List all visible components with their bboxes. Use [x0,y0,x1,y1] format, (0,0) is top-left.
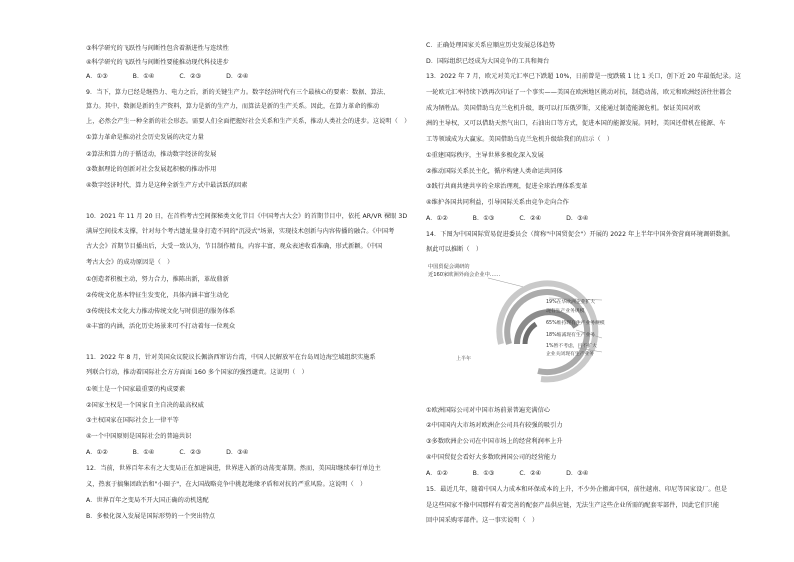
legend-text: 19%在华欧洲企业扩大 [546,300,596,305]
option-line: ②中国国内大市场对欧洲企公司具有较强的吸引力 [426,422,563,429]
option-line: ④中国贸促会看好大多数欧洲国公司的经营能力 [426,454,557,461]
option-line: ①算力革命是推动社会历史发展的决定力量 [86,134,204,141]
question-13-text: 工等领域成为大赢家。美国借助乌克兰危机升级给我们的启示（ ） [426,136,614,143]
ring-inner [525,324,536,344]
option-line: ③科学研究的飞跃性与间断性包含着渐进性与连续性 [86,45,229,52]
option-line: ④一个中国原则是国际社会的普遍共识 [86,433,192,440]
right-column [426,0,778,562]
question-12-text: 义，热衷于搞集团政治和"小圈子"，在大国战略竞争中挑起地缘矛盾和对抗的严重风险。这说明（ ） [86,481,367,488]
option-line: C．正确处理国家关系应顺应历史发展总体趋势 [426,42,556,49]
option-line: ①领土是一个国家最重要的构成要素 [86,386,186,393]
answer-choices: A．①③ B．①④ C．②③ D．②④ [86,73,249,80]
question-9: 9．当下，算力已经是继热力、电力之后，新的关键生产力。数字经济时代有三个最核心的要素：数据、算法、 [86,89,390,96]
option-line: ③传统技术文化大力推动传统文化与时俱进的服务体系 [86,308,236,315]
question-12: 12．当前，世界百年未有之大变局正在加速演进，世界进入新的动荡变革期。然而，美国却继续奉行单边主 [86,465,381,472]
question-10: 10．2021 年 11 月 20 日，在首档考古空间探秘类文化节目《中国考古大会》的首期节目中，依托 AR/VR 裸眼 3D [86,213,408,220]
option-line: ④科学研究的飞跃性与间断性要能推动现代科技进步 [86,59,229,66]
option-line: ②推动国际关系民主化，循序构建人类命运共同体 [426,168,563,175]
option-line: B．多极化深入发展是国际形势的一个突出特点 [86,513,216,520]
question-13-text: 洲的主导权，又可以借助天然气出口，石油出口等方式，促进本国的能源发展。同时，美国还借机在能源、车 [426,120,726,127]
question-10-text: 满屏空间技术支撑，针对每个考古遗址量身打造不同的"沉浸式"场景，实现技术创新与内容传播的融合。《中国考 [86,228,395,235]
question-13: 13．2022 年 7 月，欧元对美元汇率已下跌超 10%，日前曾是一度跌破 1 比 1 关口，创下近 20 年最低纪录。这 [426,73,741,80]
question-14: 14．下图为中国国际贸易促进委员会（简称"中国贸促会"）开展的 2022 年上半年中国外资营商环境调研数据。 [426,231,735,238]
pointer-line [488,278,528,288]
legend-text: 65%维持现有生产业务规模 [546,321,605,326]
option-line: D．国际组织已经成为大国竞争的工具和舞台 [426,58,550,65]
option-line: ②算法和算力的于循适动，推动数字经济的发展 [86,151,217,158]
question-10-text: 考古大会》的成功原因是（ ） [86,259,174,266]
question-15-text: 是这些国家不像中国那样有着完善的配套产品供应链，无法生产这些企业所需的配套零部件，因此它们只能 [426,502,720,509]
option-line: ③多数欧洲企公司在中国市场上的经营利润率上升 [426,438,563,445]
option-line: ③践行共商共建共享的全球治理观，促进全球治理体系变革 [426,183,588,190]
question-11-text: 列联合行动，推动着国际社会方方面面 160 多个国家的强烈谴责。这说明（ ） [86,369,308,376]
option-line: ③数据理论的创新对社会发展起积极的推动作用 [86,166,217,173]
option-line: ④数字经济时代，算力是这种全新生产方式中最活跃的因素 [86,182,248,189]
question-9-text: 上，必然会产生一种全新的社会形态。需要人们全面把握好社会关系和生产关系，推动人类社会的进步。这说明（ ） [86,118,411,125]
question-10-text: 古大会》首期节目播出后，大受一致认为，节目制作精良，内容丰富，观众表述收看准确，形式新颖。《中国 [86,243,383,250]
option-line: ②国家主权是一个国家自主自决的最高权威 [86,402,204,409]
legend-text: 1%暂不考虑，目不扩大 [546,344,597,349]
question-9-text: 算力。其中，数据是新的生产资料，算力是新的生产力，而算法是新的生产关系。因此，在算力革命的推动 [86,103,380,110]
answer-choices: A．①② B．①④ C．②③ D．③④ [86,449,249,456]
legend-text: 企业关闭现有生产业务 [546,352,594,357]
answer-choices: A．①② B．①③ C．②④ D．③④ [426,470,589,477]
question-15: 15．最近几年，随着中国人力成本和环保成本的上升，不少外企搬离中国，前往越南、印尼等国家设厂。但是 [426,486,728,493]
option-line: ①创造者积极主动，努力合力，推陈出新，革故鼎新 [86,276,229,283]
center-label: 上半年 [456,356,472,362]
legend-text: 18%缩减现有生产业务 [546,333,596,338]
survey-figure [426,258,786,398]
option-line: A．世界百年之变局不开大国正确的动机选配 [86,497,209,504]
option-line: ②传统文化基本特征生发变化，具体内涵丰富生动化 [86,292,229,299]
option-line: ①欧洲国际公司对中国市场前景普遍充满信心 [426,407,551,414]
question-13-text: 一轮欧元汇率持续下跌再次印证了一个事实——美国在欧洲地区挑动对抗，制造动荡，欧元和欧洲经济往往都会 [426,89,732,96]
question-14-text: 据此可以推断（ ） [426,246,483,253]
option-line: ④丰富的内涵，活化历史场景来可不打动着每一位观众 [86,323,236,330]
figure-title: 近160家欧洲外商会企业中…… [428,272,501,278]
question-15-text: 回中国采购零部件。这一事实说明（ ） [426,517,539,524]
option-line: ④维护各国共同利益，引导国际关系由竞争走向合作 [426,199,569,206]
answer-choices: A．①② B．①③ C．②④ D．③④ [426,215,589,222]
option-line: ①重建国际秩序，主导世界多极化深入发展 [426,152,544,159]
left-column [86,0,438,562]
question-13-text: 成为牺牲品。美国借助乌克兰危机升级，既可以打压俄罗斯，又能通过制造能源危机。保证美国对欧 [426,105,701,112]
option-line: ③主权国家在国际社会上一律平等 [86,417,179,424]
figure-title: 中国贸促会调研的 [428,264,470,270]
question-11: 11．2022 年 8 月，针对美国众议院议长佩洛西窜访台湾，中国人民解放军在台岛周边海空域组织实施系 [86,354,376,361]
legend-text: 现有生产业务规模 [546,309,585,314]
